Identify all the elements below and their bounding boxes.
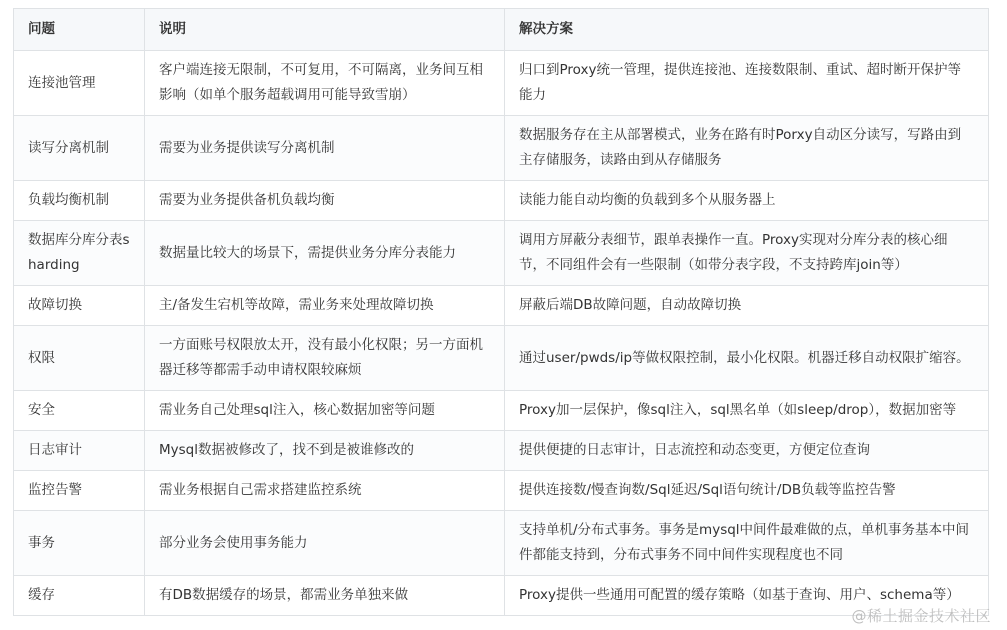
cell-issue: 权限	[14, 326, 145, 391]
table-row	[14, 431, 989, 471]
cell-issue: 日志审计	[14, 431, 145, 471]
cell-solution: 屏蔽后端DB故障问题，自动故障切换	[505, 286, 989, 326]
cell-description: 部分业务会使用事务能力	[145, 511, 505, 576]
cell-description: 有DB数据缓存的场景，都需业务单独来做	[145, 576, 505, 616]
cell-solution: 支持单机/分布式事务。事务是mysql中间件最难做的点，单机事务基本中间件都能支持到，分布式事务不同中间件实现程度也不同	[505, 511, 989, 576]
cell-issue: 安全	[14, 391, 145, 431]
cell-description: 需业务根据自己需求搭建监控系统	[145, 471, 505, 511]
cell-solution: 调用方屏蔽分表细节，跟单表操作一直。Proxy实现对分库分表的核心细节，不同组件会有一些限制（如带分表字段，不支持跨库join等）	[505, 221, 989, 286]
table-row	[14, 116, 989, 181]
cell-issue: 故障切换	[14, 286, 145, 326]
table-row	[14, 511, 989, 576]
cell-issue: 负载均衡机制	[14, 181, 145, 221]
cell-description: 需要为业务提供读写分离机制	[145, 116, 505, 181]
table-row	[14, 181, 989, 221]
cell-description: 需要为业务提供备机负载均衡	[145, 181, 505, 221]
cell-issue: 连接池管理	[14, 51, 145, 116]
cell-issue: 事务	[14, 511, 145, 576]
header-solution: 解决方案	[505, 9, 989, 51]
cell-issue: 数据库分库分表sharding	[14, 221, 145, 286]
cell-issue: 缓存	[14, 576, 145, 616]
table-row	[14, 326, 989, 391]
cell-issue: 读写分离机制	[14, 116, 145, 181]
cell-solution: 提供便捷的日志审计，日志流控和动态变更，方便定位查询	[505, 431, 989, 471]
cell-description: 主/备发生宕机等故障，需业务来处理故障切换	[145, 286, 505, 326]
table-header-row	[14, 9, 989, 51]
cell-solution: 提供连接数/慢查询数/Sql延迟/Sql语句统计/DB负载等监控告警	[505, 471, 989, 511]
cell-description: Mysql数据被修改了，找不到是被谁修改的	[145, 431, 505, 471]
table-row	[14, 576, 989, 616]
cell-description: 一方面账号权限放太开，没有最小化权限；另一方面机器迁移等都需手动申请权限较麻烦	[145, 326, 505, 391]
cell-solution: 数据服务存在主从部署模式，业务在路有时Porxy自动区分读写，写路由到主存储服务，读路由到从存储服务	[505, 116, 989, 181]
table-row	[14, 471, 989, 511]
cell-solution: 通过user/pwds/ip等做权限控制，最小化权限。机器迁移自动权限扩缩容。	[505, 326, 989, 391]
cell-description: 数据量比较大的场景下，需提供业务分库分表能力	[145, 221, 505, 286]
cell-solution: Proxy加一层保护，像sql注入，sql黑名单（如sleep/drop），数据加密等	[505, 391, 989, 431]
watermark: @稀土掘金技术社区	[851, 607, 991, 625]
cell-solution: Proxy提供一些通用可配置的缓存策略（如基于查询、用户、schema等）	[505, 576, 989, 616]
table-row	[14, 51, 989, 116]
table-container	[13, 8, 988, 616]
table-row	[14, 221, 989, 286]
cell-description: 客户端连接无限制，不可复用，不可隔离，业务间互相影响（如单个服务超载调用可能导致雪崩）	[145, 51, 505, 116]
table-row	[14, 286, 989, 326]
cell-solution: 读能力能自动均衡的负载到多个从服务器上	[505, 181, 989, 221]
cell-issue: 监控告警	[14, 471, 145, 511]
header-issue: 问题	[14, 9, 145, 51]
comparison-table	[13, 8, 989, 616]
cell-solution: 归口到Proxy统一管理，提供连接池、连接数限制、重试、超时断开保护等能力	[505, 51, 989, 116]
table-row	[14, 391, 989, 431]
header-description: 说明	[145, 9, 505, 51]
cell-description: 需业务自己处理sql注入，核心数据加密等问题	[145, 391, 505, 431]
